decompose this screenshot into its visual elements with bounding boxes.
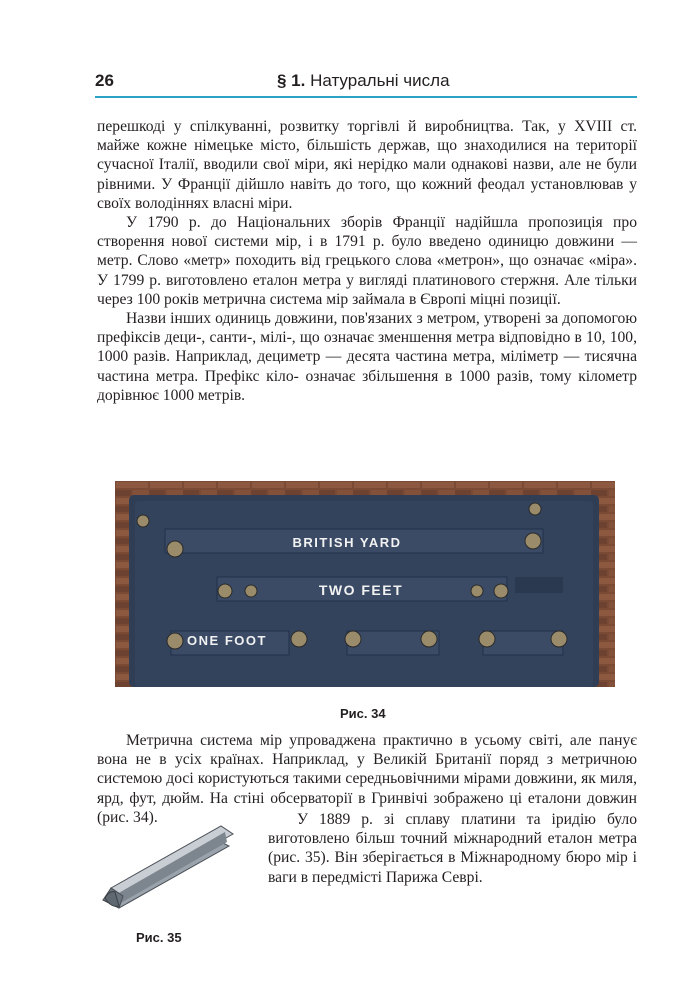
label-one-foot: ONE FOOT [187,633,267,648]
paragraph-2: У 1790 р. до Національних зборів Франції надійшла пропозиція про створення нової системи мір, і в 1791 р. було введено одиницю довжини — метр. Слово «метр» походить від грецького слова «метрон», що означає «міра». У 1799 р. виготовлено еталон метра у вигляді платинового стержня. Але тільки через 100 років метрична система мір займала в Європі міцні позиції. [97,214,637,308]
label-british-yard: BRITISH YARD [292,535,402,550]
paragraph-1: перешкоді у спілкуванні, розвитку торгівлі й виробництва. Так, у XVIII ст. майже кожне німецьке місто, більшість держав, що знаходилися на території сучасної Італії, вводили свої міри, які нерідко мали однакові назви, але не були рівними. У Франції дійшло навіть до того, що кожний феодал установлював у своїх володіннях власні міри. [97,118,637,212]
paragraph-4: Метрична система мір упроваджена практично в усьому світі, але панує вона не в усіх країнах. Наприклад, у Великій Британії поряд з метричною системою досі користуються такими середньовічними мірами довжини, як миля, ярд, фут, дюйм. На стіні обсерваторії в Гринвічі зображено ці еталони довжин (рис. 34). [97,732,637,826]
figure-34-caption: Рис. 34 [340,706,386,721]
paragraph-5: У 1889 р. зі сплаву платини та іридію було виготовлено більш точний міжнародний еталон метра (рис. 35). Він зберігається в Міжнародному бюро мір і ваги в передмісті Парижа Севрі. [268,811,637,886]
page-number: 26 [95,71,114,90]
label-two-feet: TWO FEET [318,582,404,598]
section-title-text: Натуральні числа [310,71,450,90]
section-number: § 1. [277,71,306,90]
meter-standard-bar-image [95,820,245,915]
paragraph-3: Назви інших одиниць довжини, пов'язаних з метром, утворені за допомогою префіксів деци-, санти-, мілі-, що означає зменшення метра відповідно в 10, 100, 1000 разів. Наприклад, дециметр — десята частина метра, міліметр — тисячна частина метра. Префікс кіло- означає збільшення в 1000 разів, тому кілометр дорівнює 1000 метрів. [97,310,637,404]
body-text-top [97,117,637,405]
page-header [95,70,637,96]
section-title [277,70,450,92]
greenwich-standards-photo [115,481,615,687]
body-text-right [268,810,637,887]
figure-35-caption: Рис. 35 [136,930,182,945]
header-rule [95,96,637,98]
